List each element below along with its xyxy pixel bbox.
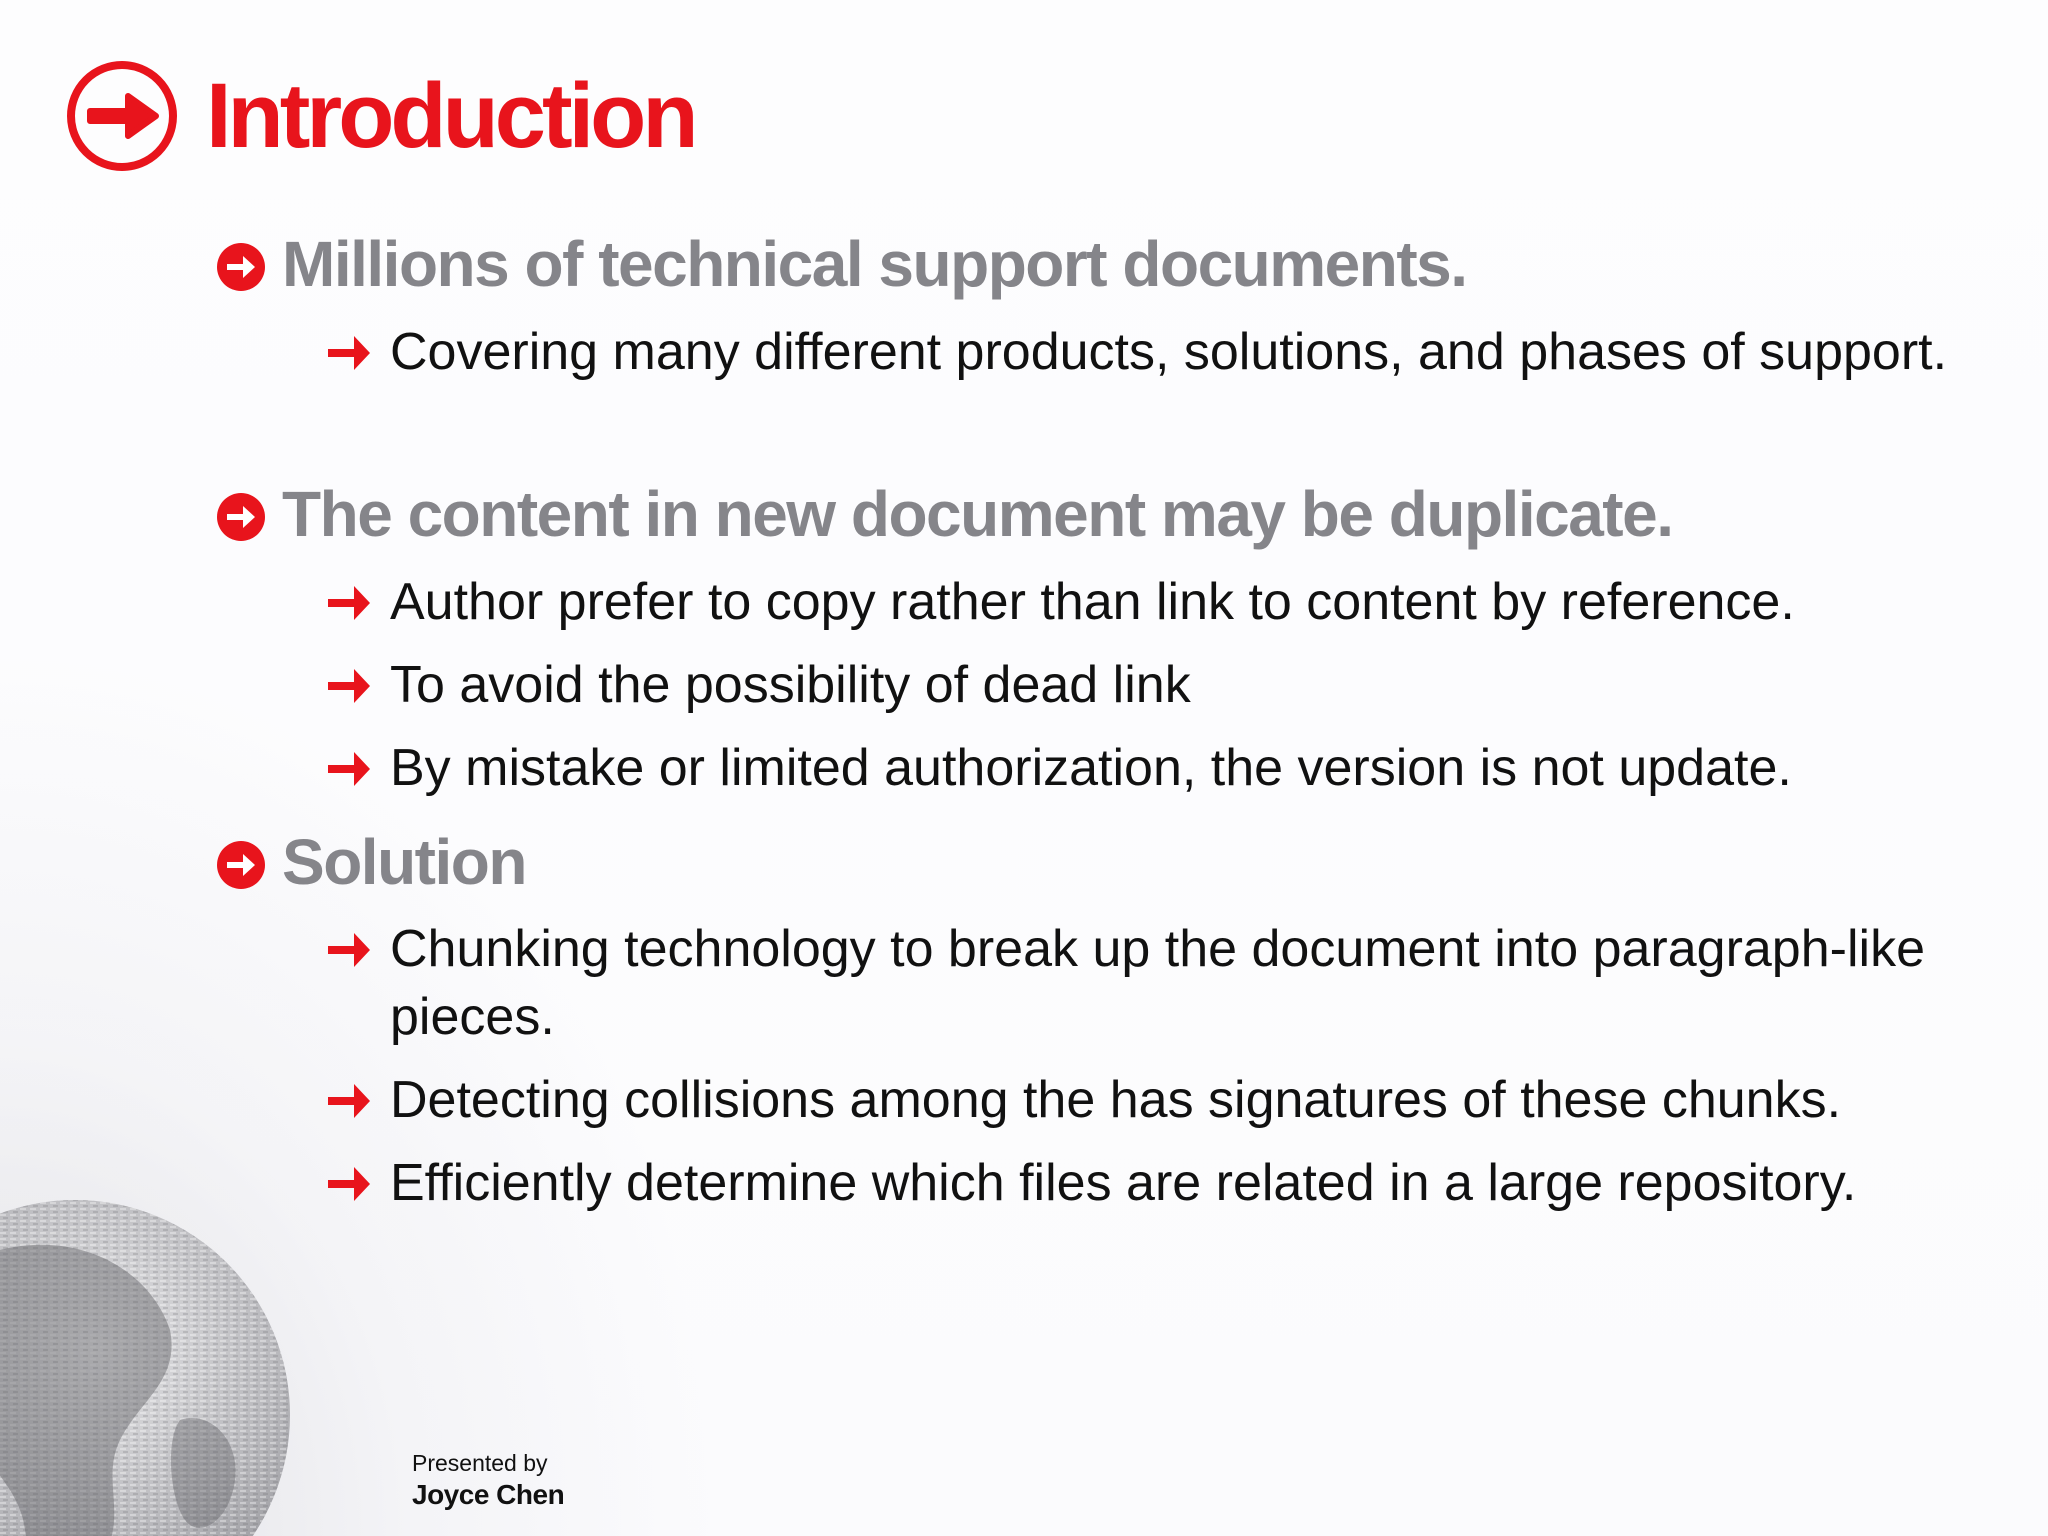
globe-icon: [0, 1190, 300, 1536]
bullet-item: [324, 920, 2004, 1051]
bullet-item-text: Chunking technology to break up the document into paragraph-like pieces.: [390, 920, 1925, 1046]
arrow-right-icon: [324, 1163, 374, 1205]
circled-arrow-bullet-icon: [216, 492, 266, 542]
arrow-right-icon: [324, 582, 374, 624]
circled-arrow-right-icon: [66, 60, 178, 172]
slide-title: Introduction: [206, 65, 695, 167]
bullet-item: [324, 656, 2004, 719]
bullet-heading: [216, 478, 1673, 550]
bullet-item-text: By mistake or limited authorization, the version is not update.: [390, 739, 1792, 797]
bullet-item: [324, 573, 2004, 636]
presenter-name: Joyce Chen: [412, 1479, 565, 1510]
bullet-item-text: Covering many different products, solutions, and phases of support.: [390, 323, 1948, 381]
circled-arrow-bullet-icon: [216, 840, 266, 890]
bullet-item: [324, 1154, 2004, 1217]
arrow-right-icon: [324, 748, 374, 790]
presenter-credit: [412, 1448, 564, 1512]
bullet-item-text: Efficiently determine which files are related in a large repository.: [390, 1154, 1857, 1212]
bullet-heading-text: Solution: [282, 826, 526, 898]
bullet-heading-text: Millions of technical support documents.: [282, 228, 1467, 300]
arrow-right-icon: [324, 929, 374, 971]
arrow-right-icon: [324, 1080, 374, 1122]
presented-by-label: Presented by: [412, 1450, 548, 1476]
bullet-heading-text: The content in new document may be duplicate.: [282, 478, 1673, 550]
bullet-item-text: Author prefer to copy rather than link to content by reference.: [390, 573, 1795, 631]
circled-arrow-bullet-icon: [216, 242, 266, 292]
bullet-heading: [216, 826, 526, 898]
bullet-item: [324, 323, 2004, 386]
arrow-right-icon: [324, 665, 374, 707]
bullet-item: [324, 1071, 2004, 1134]
globe-graphic: [0, 1190, 300, 1536]
bullet-item-text: Detecting collisions among the has signatures of these chunks.: [390, 1071, 1842, 1129]
slide-title-row: [66, 58, 695, 174]
bullet-item: [324, 739, 2004, 802]
bullet-item-text: To avoid the possibility of dead link: [390, 656, 1191, 714]
bullet-heading: [216, 228, 1467, 300]
arrow-right-icon: [324, 332, 374, 374]
